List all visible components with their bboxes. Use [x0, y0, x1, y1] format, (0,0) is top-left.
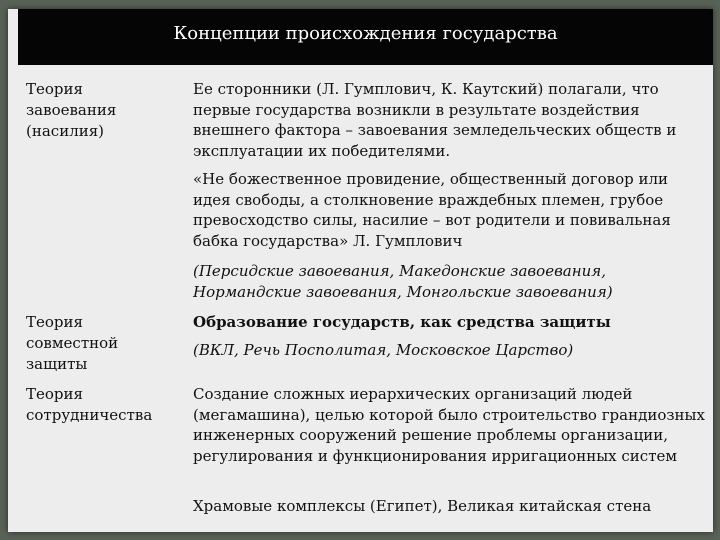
conquest-examples: (Персидские завоевания, Македонские завоевания, Нормандские завоевания, Монгольские завоевания)	[193, 262, 613, 301]
joint-defense-examples: (ВКЛ, Речь Посполитая, Московское Царство)	[193, 341, 574, 359]
theory-label-conquest: Теория завоевания (насилия)	[26, 80, 117, 140]
cooperation-description: Создание сложных иерархических организаций людей (мегамашина), целью которой было строительство грандиозных инженерных сооружений решение проблемы организации, регулирования и функционирования ирригационных систем	[193, 385, 705, 465]
gumplowicz-quote: «Не божественное провидение, общественный договор или идея свободы, а столкновение враждебных племен, грубое превосходство силы, насилие – вот родители и повивальная бабка государства» Л. Гумплович	[193, 170, 671, 250]
cooperation-examples: Храмовые комплексы (Египет), Великая китайская стена	[193, 497, 652, 515]
joint-defense-description: Образование государств, как средства защиты	[193, 313, 611, 331]
table-header-title: Концепции происхождения государства	[18, 9, 713, 65]
theory-label-cooperation: Теория сотрудничества	[26, 385, 153, 424]
content-slide	[8, 9, 713, 532]
conquest-description: Ее сторонники (Л. Гумплович, К. Каутский) полагали, что первые государства возникли в результате воздействия внешнего фактора – завоевания земледельческих обществ и эксплуатации их победителями.	[193, 80, 677, 160]
theory-label-joint-defense: Теория совместной защиты	[26, 313, 119, 373]
